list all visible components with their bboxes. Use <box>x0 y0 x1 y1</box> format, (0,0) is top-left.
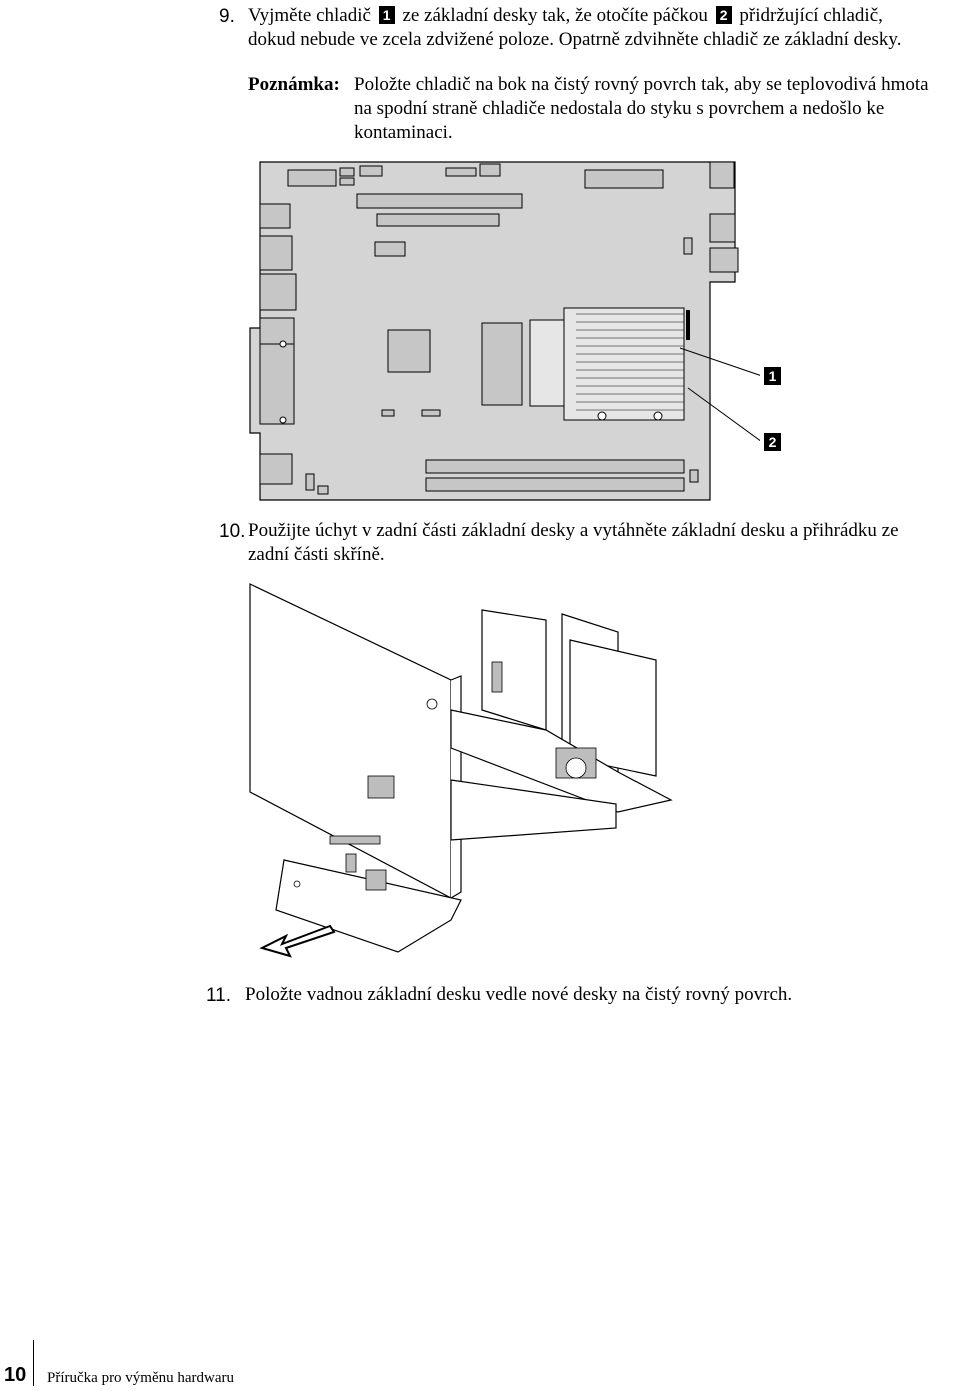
footer-divider <box>33 1340 34 1386</box>
callout-badge-1: 1 <box>379 6 395 24</box>
step-10-line-2: zadní části skříně. <box>248 544 385 565</box>
step-11-number: 11. <box>206 985 232 1006</box>
step-9-text-3: přidržující chladič, <box>739 5 883 26</box>
footer-title: Příručka pro výměnu hardwaru <box>47 1370 235 1386</box>
note-line-1: Položte chladič na bok na čistý rovný povrch tak, aby se teplovodivá hmota <box>354 74 929 95</box>
figure-callout-1: 1 <box>764 367 781 385</box>
step-10-line-1: Použijte úchyt v zadní části základní desky a vytáhněte základní desku a přihrádku ze <box>248 520 899 541</box>
note-label: Poznámka: <box>248 74 340 95</box>
note-line-3: kontaminaci. <box>354 122 453 143</box>
step-9-text-1: Vyjměte chladič <box>248 5 371 26</box>
step-9-number: 9. <box>219 6 235 27</box>
motherboard-illustration <box>240 158 760 504</box>
page-number: 10 <box>4 1364 27 1386</box>
step-10-number: 10. <box>219 521 246 542</box>
step-9-line-1 <box>248 4 883 28</box>
step-9-text-2: ze základní desky tak, že otočíte páčkou <box>402 5 708 26</box>
step-11-line-1: Položte vadnou základní desku vedle nové desky na čistý rovný povrch. <box>245 984 793 1005</box>
note-line-2: na spodní straně chladiče nedostala do styku s povrchem a nedošlo ke <box>354 98 885 119</box>
figure-callout-2: 2 <box>764 433 781 451</box>
step-9-line-2: dokud nebude ve zcela zdvižené poloze. Opatrně zdvihněte chladič ze základní desky. <box>248 29 902 50</box>
chassis-illustration <box>246 580 676 970</box>
callout-badge-2: 2 <box>716 6 732 24</box>
